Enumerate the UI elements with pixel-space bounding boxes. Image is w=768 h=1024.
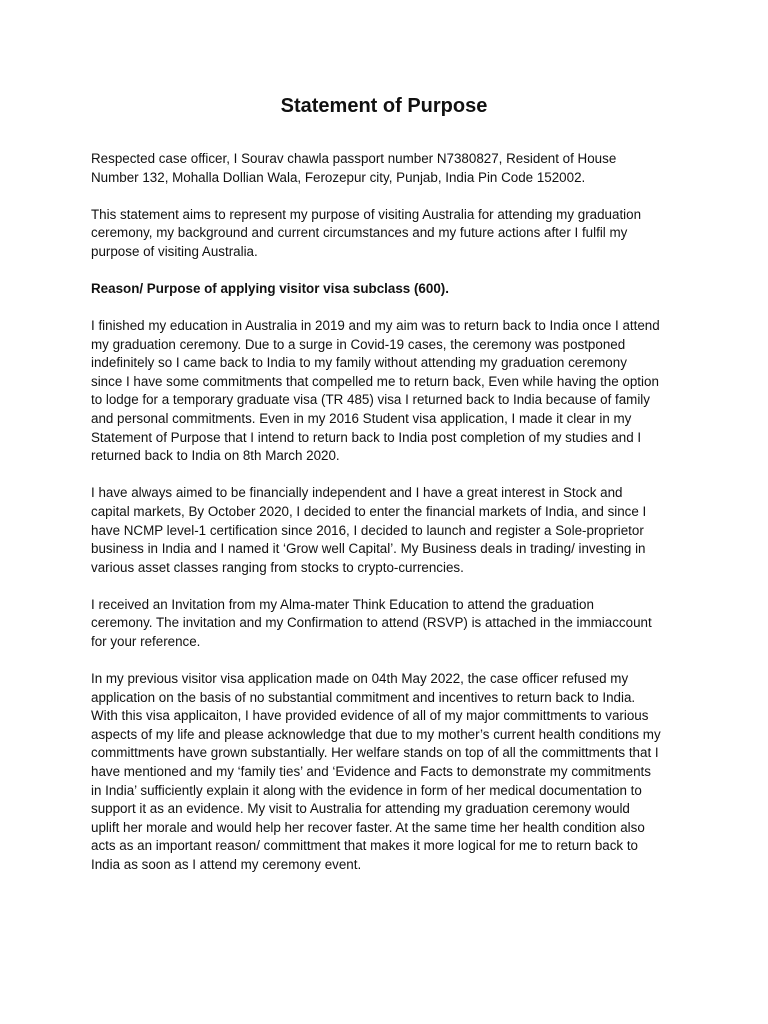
paragraph-business: I have always aimed to be financially independent and I have a great interest in Stock and capital markets, By October 2020, I decided to enter the financial markets of India, and since I have NCMP level-1 certification since 2016, I decided to launch and register a Sole-proprietor business in India and I named it ‘Grow well Capital’. My Business deals in trading/ investing in various asset classes ranging from stocks to crypto-currencies.: [91, 485, 647, 575]
document-body: [91, 150, 691, 893]
paragraph-previous-application: In my previous visitor visa application made on 04th May 2022, the case officer refused my application on the basis of no substantial commitment and incentives to return back to India. With this visa applicaiton, I have provided evidence of all of my major committments to various aspects of my life and please acknowledge that due to my mother’s current health conditions my committments have grown substantially. Her welfare stands on top of all the committments that I have mentioned and my ‘family ties’ and ‘Evidence and Facts to demonstrate my commitments in India’ sufficiently explain it along with the evidence in form of her medical documentation to support it as an evidence. My visit to Australia for attending my graduation ceremony would uplift her morale and would help her recover faster. At the same time her health condition also acts as an important reason/ committment that makes it more logical for me to return back to India as soon as I attend my ceremony event.: [91, 671, 661, 872]
page-title: Statement of Purpose: [280, 95, 488, 117]
paragraph-statement-aim: This statement aims to represent my purpose of visiting Australia for attending my graduation ceremony, my background and current circumstances and my future actions after I fulfil my purpose of visiting Australia.: [91, 206, 642, 259]
paragraph-education-history: I finished my education in Australia in 2019 and my aim was to return back to India once I attend my graduation ceremony. Due to a surge in Covid-19 cases, the ceremony was postponed indefinitely so I came back to India to my family without attending my graduation ceremony since I have some commitments that compelled me to return back, Even while having the option to lodge for a temporary graduate visa (TR 485) visa I returned back to India because of family and personal commitments. Even in my 2016 Student visa application, I made it clear in my Statement of Purpose that I intend to return back to India post completion of my studies and I returned back to India on 8th March 2020.: [91, 318, 660, 464]
paragraph-applicant-details: Respected case officer, I Sourav chawla passport number N7380827, Resident of House Number 132, Mohalla Dollian Wala, Ferozepur city, Punjab, India Pin Code 152002.: [91, 151, 617, 185]
section-heading-reason: Reason/ Purpose of applying visitor visa subclass (600).: [91, 280, 449, 296]
paragraph-invitation: I received an Invitation from my Alma-mater Think Education to attend the graduation ceremony. The invitation and my Confirmation to attend (RSVP) is attached in the immiaccount for your reference.: [91, 596, 652, 649]
